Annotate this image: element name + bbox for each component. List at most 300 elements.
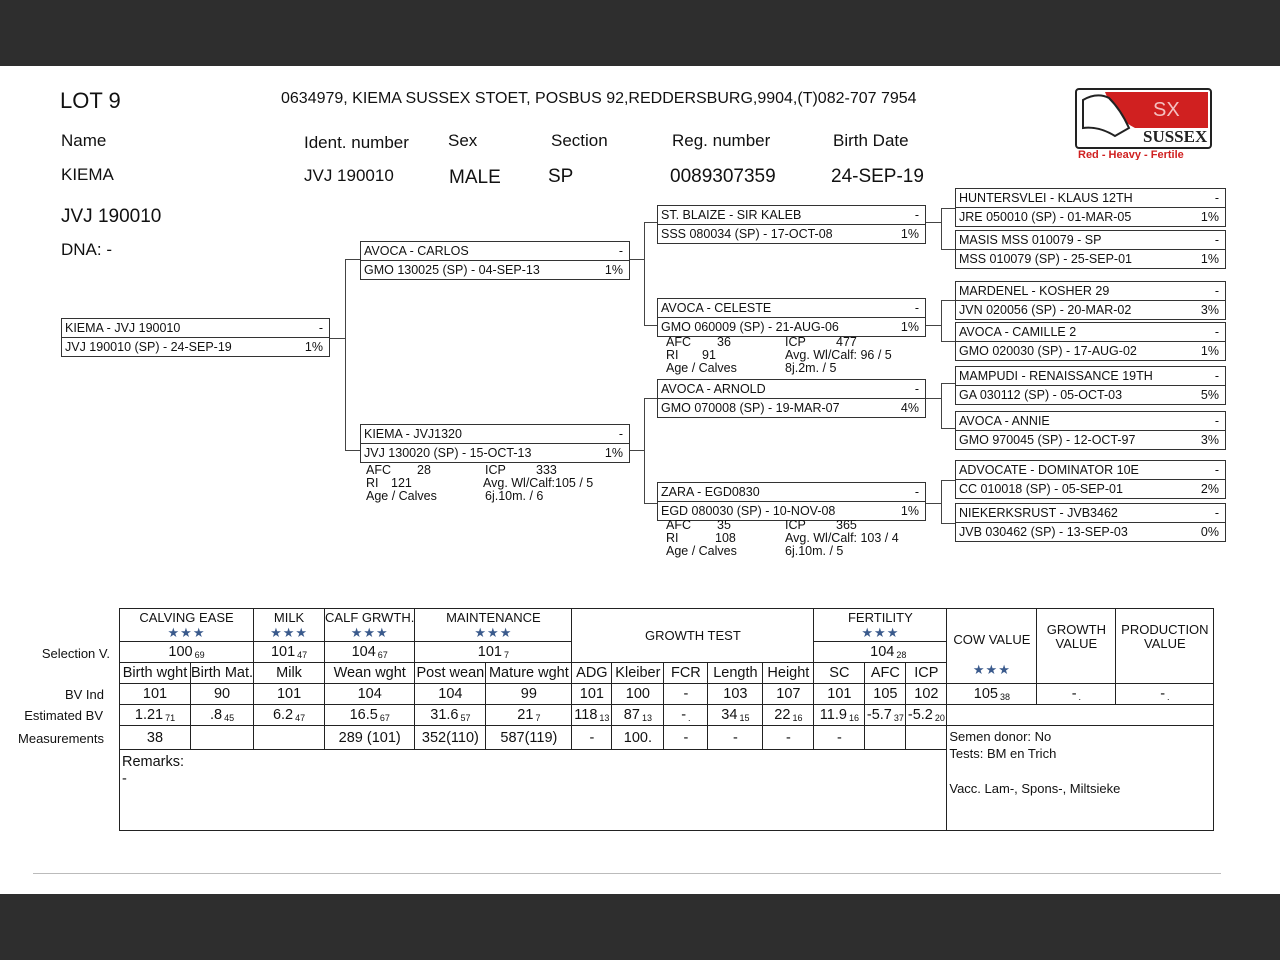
data-cell: 6j.10m. / 6: [485, 489, 544, 503]
data-cell: -: [1214, 506, 1219, 520]
col-post-wean: Post wean: [415, 663, 486, 684]
data-cell: 1%: [1200, 344, 1219, 358]
col-adg: ADG: [572, 663, 612, 684]
data-cell: 11.9: [819, 707, 847, 723]
connector-line: [941, 208, 942, 249]
measurements-row: [120, 726, 1214, 750]
cell: [949, 762, 1211, 780]
breeder-info: 0634979, KIEMA SUSSEX STOET, POSBUS 92,REDDERSBURG,9904,(T)082-707 7954: [281, 90, 917, 107]
remarks-text: -: [122, 771, 127, 787]
data-cell: .: [1167, 692, 1170, 702]
data-cell: 1.21: [134, 707, 164, 723]
data-cell: 6.2: [272, 707, 294, 723]
data-cell: 352(110): [415, 726, 486, 750]
row-label-ebv: Estimated BV: [24, 708, 103, 723]
pedigree-gg-5: [955, 366, 1226, 405]
data-cell: 0%: [1200, 525, 1219, 539]
data-cell: RI: [366, 476, 379, 490]
sex-label: Sex: [448, 131, 478, 150]
data-cell: 13: [599, 713, 610, 723]
data-cell: -: [618, 244, 623, 258]
data-cell: 38: [120, 726, 191, 750]
data-cell: -: [318, 321, 323, 335]
data-cell: ICP: [485, 463, 506, 477]
data-cell: -: [1214, 284, 1219, 298]
animal-id: JVJ 190010: [61, 206, 162, 227]
data-cell: 7: [535, 713, 541, 723]
data-cell: JVJ 130020 (SP) - 15-OCT-13: [364, 446, 532, 460]
cell: [612, 705, 664, 726]
data-cell: ADVOCATE - DOMINATOR 10E: [959, 463, 1139, 477]
data-cell: CC 010018 (SP) - 05-SEP-01: [959, 482, 1123, 496]
data-cell: 3%: [1200, 303, 1219, 317]
data-cell: 45: [224, 713, 235, 723]
connector-line: [644, 325, 658, 326]
connector-line: [345, 259, 360, 260]
group-calf-growth: CALF GRWTH.: [325, 610, 415, 625]
data-cell: GMO 130025 (SP) - 04-SEP-13: [364, 263, 540, 277]
ebv-row: [120, 705, 1214, 726]
reg-value: 0089307359: [670, 166, 776, 187]
connector-line: [941, 383, 956, 384]
data-cell: -: [1214, 325, 1219, 339]
cell: [947, 609, 1037, 684]
cell: [814, 609, 947, 642]
connector-line: [941, 480, 942, 523]
data-cell: [906, 726, 947, 750]
reg-label: Reg. number: [672, 131, 771, 150]
dam-dam-performance: [666, 519, 926, 559]
cell: [254, 642, 325, 663]
data-cell: KIEMA - JVJ1320: [364, 427, 462, 441]
data-cell: 31.6: [430, 707, 459, 723]
connector-line: [644, 222, 658, 223]
data-cell: 37: [893, 713, 904, 723]
data-cell: -: [814, 726, 865, 750]
bv-row: [120, 684, 1214, 705]
data-cell: JVJ 190010 (SP) - 24-SEP-19: [65, 340, 232, 354]
group-calving-ease: CALVING EASE: [139, 610, 234, 625]
data-cell: 108: [715, 531, 736, 545]
data-cell: 1%: [304, 340, 323, 354]
data-cell: GMO 060009 (SP) - 21-AUG-06: [661, 320, 839, 334]
sussex-logo: [1075, 88, 1212, 160]
footer-divider: [33, 873, 1221, 874]
pedigree-sire: [360, 241, 630, 280]
data-cell: -5.2: [907, 707, 933, 723]
cell: [947, 705, 1214, 726]
cell: [814, 705, 865, 726]
connector-line: [629, 259, 644, 260]
data-cell: 35: [717, 518, 731, 532]
data-cell: 16.5: [349, 707, 378, 723]
cell: [763, 705, 814, 726]
col-sc: SC: [814, 663, 865, 684]
data-cell: 100.: [612, 726, 664, 750]
cell: [325, 642, 415, 663]
data-cell: 87: [623, 707, 640, 723]
data-cell: ZARA - EGD0830: [661, 485, 760, 499]
col-wean-wght: Wean wght: [325, 663, 415, 684]
data-cell: .: [688, 713, 691, 723]
cell: [708, 705, 763, 726]
connector-line: [644, 222, 645, 325]
data-cell: KIEMA - JVJ 190010: [65, 321, 181, 335]
data-cell: MSS 010079 (SP) - 25-SEP-01: [959, 252, 1132, 266]
data-cell: -: [618, 427, 623, 441]
data-cell: 36: [717, 335, 731, 349]
logo-badge-text: SX: [1153, 99, 1180, 121]
growth-value-label: GROWTH VALUE: [1037, 609, 1116, 684]
data-cell: 71: [165, 713, 176, 723]
cell: [814, 642, 947, 663]
col-mature-wght: Mature wght: [486, 663, 572, 684]
pedigree-gg-6: [955, 411, 1226, 450]
connector-line: [629, 450, 644, 451]
data-cell: Age / Calves: [666, 544, 737, 558]
section-value: SP: [548, 166, 574, 187]
connector-line: [345, 259, 346, 450]
cell: [572, 705, 612, 726]
row-label-measurements: Measurements: [18, 731, 104, 746]
data-cell: [865, 726, 906, 750]
col-height: Height: [763, 663, 814, 684]
data-cell: 15: [739, 713, 750, 723]
data-cell: 69: [194, 650, 205, 660]
tests-note: Tests: BM en Trich: [949, 746, 1057, 761]
data-cell: 365: [836, 518, 857, 532]
lot-number: LOT 9: [60, 88, 121, 113]
data-cell: -: [1214, 233, 1219, 247]
data-cell: AVOCA - CARLOS: [364, 244, 469, 258]
cell: [120, 609, 254, 642]
data-cell: AFC: [666, 518, 691, 532]
breeding-value-table: [119, 608, 1214, 831]
cell: [120, 609, 1214, 642]
data-cell: 100: [612, 684, 664, 705]
data-cell: RI: [666, 348, 679, 362]
data-cell: 90: [191, 684, 254, 705]
data-cell: JRE 050010 (SP) - 01-MAR-05: [959, 210, 1132, 224]
data-cell: -: [914, 301, 919, 315]
sel-maint: 101: [477, 644, 502, 660]
data-cell: -: [708, 726, 763, 750]
cell: [1037, 684, 1116, 705]
data-cell: 101: [572, 684, 612, 705]
sex-value: MALE: [449, 167, 501, 188]
cell: [254, 609, 325, 642]
data-cell: 6j.10m. / 5: [785, 544, 844, 558]
data-cell: 104: [325, 684, 415, 705]
data-cell: 1%: [1200, 210, 1219, 224]
data-cell: 1%: [900, 320, 919, 334]
birth-label: Birth Date: [833, 131, 909, 150]
data-cell: ICP: [785, 518, 806, 532]
data-cell: MASIS MSS 010079 - SP: [959, 233, 1102, 247]
growth-value-bv: -: [1071, 686, 1077, 702]
data-cell: 38: [999, 692, 1010, 702]
connector-line: [941, 300, 956, 301]
data-cell: 3%: [1200, 433, 1219, 447]
col-icp: ICP: [906, 663, 947, 684]
sel-calf: 104: [351, 644, 376, 660]
data-cell: 1%: [604, 263, 623, 277]
data-cell: 477: [836, 335, 857, 349]
connector-line: [329, 338, 345, 339]
name-value: KIEMA: [61, 165, 114, 184]
cell: [325, 705, 415, 726]
data-cell: 16: [848, 713, 859, 723]
data-cell: 2%: [1200, 482, 1219, 496]
stars-fert: ★★★: [861, 625, 900, 640]
dam-performance: [366, 464, 636, 506]
cell: [325, 609, 415, 642]
cell: [906, 705, 947, 726]
birth-value: 24-SEP-19: [831, 166, 924, 187]
cell: [415, 609, 572, 642]
data-cell: GMO 020030 (SP) - 17-AUG-02: [959, 344, 1137, 358]
sale-catalogue-page: [0, 66, 1280, 894]
col-birth-mat: Birth Mat.: [191, 663, 254, 684]
cell: [254, 705, 325, 726]
sel-calving: 100: [168, 644, 193, 660]
connector-line: [941, 383, 942, 428]
row-label-selection: Selection V.: [41, 646, 110, 661]
data-cell: 20: [934, 713, 945, 723]
cell: [415, 642, 572, 663]
row-label-bv: BV Ind: [64, 687, 104, 702]
data-cell: 8j.2m. / 5: [785, 361, 837, 375]
data-cell: 333: [536, 463, 557, 477]
connector-line: [941, 480, 956, 481]
col-afc: AFC: [865, 663, 906, 684]
semen-donor-note: Semen donor: No: [949, 729, 1052, 744]
data-cell: 587(119): [486, 726, 572, 750]
data-cell: 104: [415, 684, 486, 705]
pedigree-sire-dam: [657, 298, 926, 337]
data-cell: 103: [708, 684, 763, 705]
data-cell: 28: [417, 463, 431, 477]
group-maintenance: MAINTENANCE: [446, 610, 541, 625]
data-cell: HUNTERSVLEI - KLAUS 12TH: [959, 191, 1133, 205]
data-cell: 101: [254, 684, 325, 705]
connector-line: [644, 503, 658, 504]
data-cell: Avg. Wl/Calf: 103 / 4: [785, 531, 899, 545]
vaccination-note: Vacc. Lam-, Spons-, Miltsieke: [949, 781, 1121, 796]
pedigree-gg-3: [955, 281, 1226, 320]
data-cell: 107: [763, 684, 814, 705]
data-cell: 91: [702, 348, 716, 362]
name-label: Name: [61, 131, 107, 150]
cell: [486, 705, 572, 726]
col-fcr: FCR: [664, 663, 708, 684]
data-cell: EGD 080030 (SP) - 10-NOV-08: [661, 504, 836, 518]
data-cell: 7: [503, 650, 509, 660]
group-growth-test: GROWTH TEST: [572, 609, 814, 663]
pedigree-dam-sire: [657, 379, 926, 418]
stars-calf: ★★★: [350, 625, 389, 640]
cell: [865, 705, 906, 726]
data-cell: [191, 726, 254, 750]
data-cell: ST. BLAIZE - SIR KALEB: [661, 208, 802, 222]
pedigree-gg-4: [955, 322, 1226, 361]
data-cell: Age / Calves: [666, 361, 737, 375]
data-cell: 22: [774, 707, 791, 723]
data-cell: 47: [295, 713, 306, 723]
data-cell: -: [1214, 369, 1219, 383]
connector-line: [941, 523, 956, 524]
connector-line: [941, 300, 942, 341]
pedigree-dam: [360, 424, 630, 463]
data-cell: 1%: [1200, 252, 1219, 266]
dna-status: DNA: -: [61, 240, 112, 259]
data-cell: .8: [209, 707, 223, 723]
data-cell: -: [664, 726, 708, 750]
data-cell: GA 030112 (SP) - 05-OCT-03: [959, 388, 1123, 402]
data-cell: 99: [486, 684, 572, 705]
connector-line: [925, 325, 941, 326]
data-cell: 13: [641, 713, 652, 723]
data-cell: [254, 726, 325, 750]
data-cell: 1%: [900, 227, 919, 241]
data-cell: -: [914, 382, 919, 396]
stars-cow: ★★★: [972, 662, 1011, 677]
group-fertility: FERTILITY: [847, 610, 913, 625]
connector-line: [941, 249, 956, 250]
data-cell: -5.7: [866, 707, 892, 723]
data-cell: 289 (101): [325, 726, 415, 750]
data-cell: 1%: [604, 446, 623, 460]
data-cell: -: [664, 684, 708, 705]
data-cell: 121: [391, 476, 412, 490]
data-cell: -: [572, 726, 612, 750]
data-cell: 4%: [900, 401, 919, 415]
stars-milk: ★★★: [270, 625, 309, 640]
cell: [191, 705, 254, 726]
data-cell: AVOCA - ARNOLD: [661, 382, 766, 396]
data-cell: Age / Calves: [366, 489, 437, 503]
pedigree-dam-dam: [657, 482, 926, 521]
data-cell: 67: [377, 650, 388, 660]
data-cell: Avg. Wl/Calf:105 / 5: [483, 476, 594, 490]
data-cell: MAMPUDI - RENAISSANCE 19TH: [959, 369, 1153, 383]
data-cell: MARDENEL - KOSHER 29: [959, 284, 1110, 298]
cell: [120, 642, 254, 663]
sire-dam-performance: [666, 336, 926, 376]
pedigree-subject: [61, 318, 330, 357]
pedigree-gg-1: [955, 188, 1226, 227]
stars-calving: ★★★: [167, 625, 206, 640]
sel-fert: 104: [870, 644, 895, 660]
connector-line: [644, 398, 645, 503]
col-length: Length: [708, 663, 763, 684]
data-cell: JVN 020056 (SP) - 20-MAR-02: [959, 303, 1132, 317]
data-cell: 57: [460, 713, 471, 723]
logo-tagline: Red - Heavy - Fertile: [1078, 149, 1184, 160]
pedigree-sire-sire: [657, 205, 926, 244]
cell: [415, 705, 486, 726]
ident-label: Ident. number: [304, 133, 409, 152]
data-cell: -: [914, 208, 919, 222]
sel-milk: 101: [270, 644, 296, 660]
connector-line: [644, 398, 658, 399]
logo-brand-text: SUSSEX: [1143, 127, 1208, 146]
data-cell: AVOCA - CAMILLE 2: [959, 325, 1077, 339]
cell: [1116, 684, 1214, 705]
stars-maint: ★★★: [474, 625, 513, 640]
data-cell: 101: [814, 684, 865, 705]
remarks-cell: [120, 750, 947, 831]
section-label: Section: [551, 131, 608, 150]
pedigree-gg-2: [955, 230, 1226, 269]
data-cell: 16: [792, 713, 803, 723]
cell: [947, 684, 1037, 705]
data-cell: JVB 030462 (SP) - 13-SEP-03: [959, 525, 1128, 539]
connector-line: [925, 222, 941, 223]
data-cell: 21: [517, 707, 534, 723]
data-cell: -: [914, 485, 919, 499]
cell: [664, 705, 708, 726]
data-cell: -: [1214, 463, 1219, 477]
data-cell: 28: [896, 650, 907, 660]
group-milk: MILK: [273, 610, 305, 625]
data-cell: 102: [906, 684, 947, 705]
data-cell: 105: [865, 684, 906, 705]
data-cell: -: [681, 707, 687, 723]
data-cell: NIEKERKSRUST - JVB3462: [959, 506, 1118, 520]
pedigree-gg-7: [955, 460, 1226, 499]
production-value-bv: -: [1160, 686, 1166, 702]
data-cell: AFC: [366, 463, 391, 477]
cow-value-label: COW VALUE: [953, 632, 1031, 647]
data-cell: ICP: [785, 335, 806, 349]
data-cell: AVOCA - CELESTE: [661, 301, 772, 315]
data-cell: GMO 970045 (SP) - 12-OCT-97: [959, 433, 1136, 447]
notes-cell: [947, 726, 1214, 831]
col-milk: Milk: [254, 663, 325, 684]
data-cell: GMO 070008 (SP) - 19-MAR-07: [661, 401, 840, 415]
data-cell: 118: [574, 707, 598, 723]
data-cell: 1%: [900, 504, 919, 518]
data-cell: AVOCA - ANNIE: [959, 414, 1050, 428]
connector-line: [345, 450, 360, 451]
connector-line: [941, 341, 956, 342]
production-value-label: PRODUCTION VALUE: [1116, 609, 1214, 684]
data-cell: 67: [379, 713, 390, 723]
data-cell: SSS 080034 (SP) - 17-OCT-08: [661, 227, 833, 241]
data-cell: -: [1214, 414, 1219, 428]
col-birth-wght: Birth wght: [120, 663, 191, 684]
data-cell: 101: [120, 684, 191, 705]
data-cell: AFC: [666, 335, 691, 349]
remarks-label: Remarks:: [122, 754, 185, 770]
col-kleiber: Kleiber: [612, 663, 664, 684]
data-cell: RI: [666, 531, 679, 545]
data-cell: Avg. Wl/Calf: 96 / 5: [785, 348, 892, 362]
data-cell: 47: [297, 650, 308, 660]
data-cell: -: [1214, 191, 1219, 205]
pedigree-gg-8: [955, 503, 1226, 542]
cell: [120, 705, 191, 726]
data-cell: 34: [721, 707, 738, 723]
connector-line: [925, 398, 941, 399]
data-cell: -: [763, 726, 814, 750]
cow-value-bv: 105: [973, 686, 998, 702]
connector-line: [925, 503, 941, 504]
connector-line: [941, 428, 956, 429]
data-cell: 5%: [1200, 388, 1219, 402]
connector-line: [941, 208, 956, 209]
